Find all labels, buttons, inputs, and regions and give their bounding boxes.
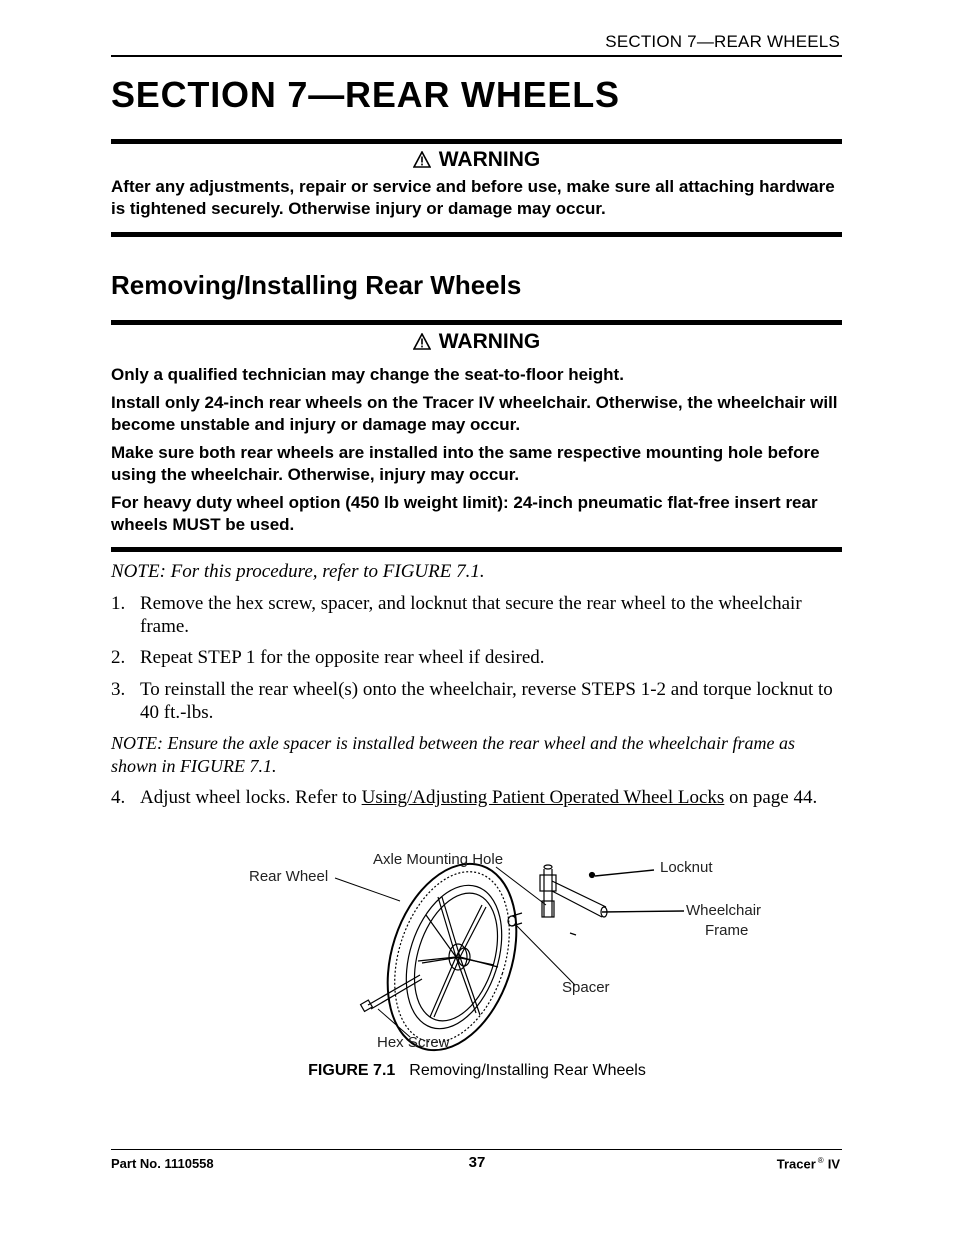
warning2-paragraph: For heavy duty wheel option (450 lb weight limit): 24-inch pneumatic flat-free insert rear wheels MUST be used. — [111, 493, 818, 534]
step-2 — [111, 646, 842, 669]
step-3 — [111, 678, 842, 724]
footer-rule — [111, 1149, 842, 1150]
warning1-bottom-rule — [111, 232, 842, 237]
warning-triangle-icon — [413, 332, 431, 356]
warning2-heading — [111, 330, 842, 356]
warning1-label: WARNING — [438, 148, 541, 171]
warning1-text: After any adjustments, repair or service and before use, make sure all attaching hardware is tightened securely. Otherwise injury or damage may occur. — [111, 177, 835, 218]
wheel-locks-link[interactable]: Using/Adjusting Patient Operated Wheel Locks — [361, 787, 725, 808]
step-text — [140, 786, 842, 809]
warning2-paragraph: Only a qualified technician may change the seat-to-floor height. — [111, 365, 624, 384]
page-title: SECTION 7—REAR WHEELS — [111, 74, 620, 115]
running-header: SECTION 7—REAR WHEELS — [605, 32, 840, 51]
warning2-label: WARNING — [438, 330, 541, 353]
footer-page-number: 37 — [468, 1154, 486, 1171]
step-text: Remove the hex screw, spacer, and locknut that secure the rear wheel to the wheelchair frame. — [140, 593, 802, 637]
warning2-top-rule — [111, 320, 842, 325]
callout-wheelchair: Wheelchair — [686, 902, 762, 919]
step-text: Repeat STEP 1 for the opposite rear wheel if desired. — [140, 647, 545, 668]
figure-number: FIGURE 7.1 — [308, 1062, 396, 1079]
step-number: 3. — [111, 679, 126, 700]
warning2-bottom-rule — [111, 547, 842, 552]
warning1-heading — [111, 148, 842, 174]
warning1-top-rule — [111, 139, 842, 144]
step-number: 2. — [111, 647, 126, 668]
step-1 — [111, 592, 842, 638]
step-number: 1. — [111, 593, 126, 614]
product-model: IV — [827, 1156, 840, 1172]
callout-axle-mounting-hole: Axle Mounting Hole — [373, 851, 504, 868]
callout-rear-wheel: Rear Wheel — [249, 868, 329, 885]
callout-spacer: Spacer — [562, 979, 610, 996]
footer-part-number: Part No. 1110558 — [111, 1156, 214, 1171]
section-subheading: Removing/Installing Rear Wheels — [111, 270, 522, 300]
footer-product — [777, 1156, 840, 1171]
registered-mark: ® — [817, 1156, 824, 1165]
step-4 — [111, 786, 842, 809]
step-number: 4. — [111, 787, 126, 808]
header-rule — [111, 55, 842, 57]
figure-caption — [0, 1062, 954, 1080]
callout-hex-screw: Hex Screw — [377, 1034, 450, 1051]
figure-7-1 — [240, 845, 780, 1060]
step-text-before: Adjust wheel locks. Refer to — [140, 787, 362, 808]
callout-locknut: Locknut — [660, 859, 713, 876]
callout-frame: Frame — [705, 922, 749, 939]
step-text-after: on page 44. — [724, 787, 818, 808]
note-axle-spacer: NOTE: Ensure the axle spacer is installed between the rear wheel and the wheelchair frame as shown in FIGURE 7.1. — [111, 733, 796, 776]
step-text: To reinstall the rear wheel(s) onto the wheelchair, reverse STEPS 1-2 and torque locknut to 40 ft.-lbs. — [140, 679, 833, 723]
product-name: Tracer — [776, 1156, 816, 1172]
warning-triangle-icon — [413, 150, 431, 174]
figure-title: Removing/Installing Rear Wheels — [409, 1062, 646, 1079]
warning2-paragraph: Install only 24-inch rear wheels on the Tracer IV wheelchair. Otherwise, the wheelchair will become unstable and injury or damage may occur. — [111, 393, 838, 434]
note-refer-figure: NOTE: For this procedure, refer to FIGURE 7.1. — [111, 561, 485, 582]
warning2-paragraph: Make sure both rear wheels are installed into the same respective mounting hole before using the wheelchair. Otherwise, injury may occur. — [111, 443, 820, 484]
